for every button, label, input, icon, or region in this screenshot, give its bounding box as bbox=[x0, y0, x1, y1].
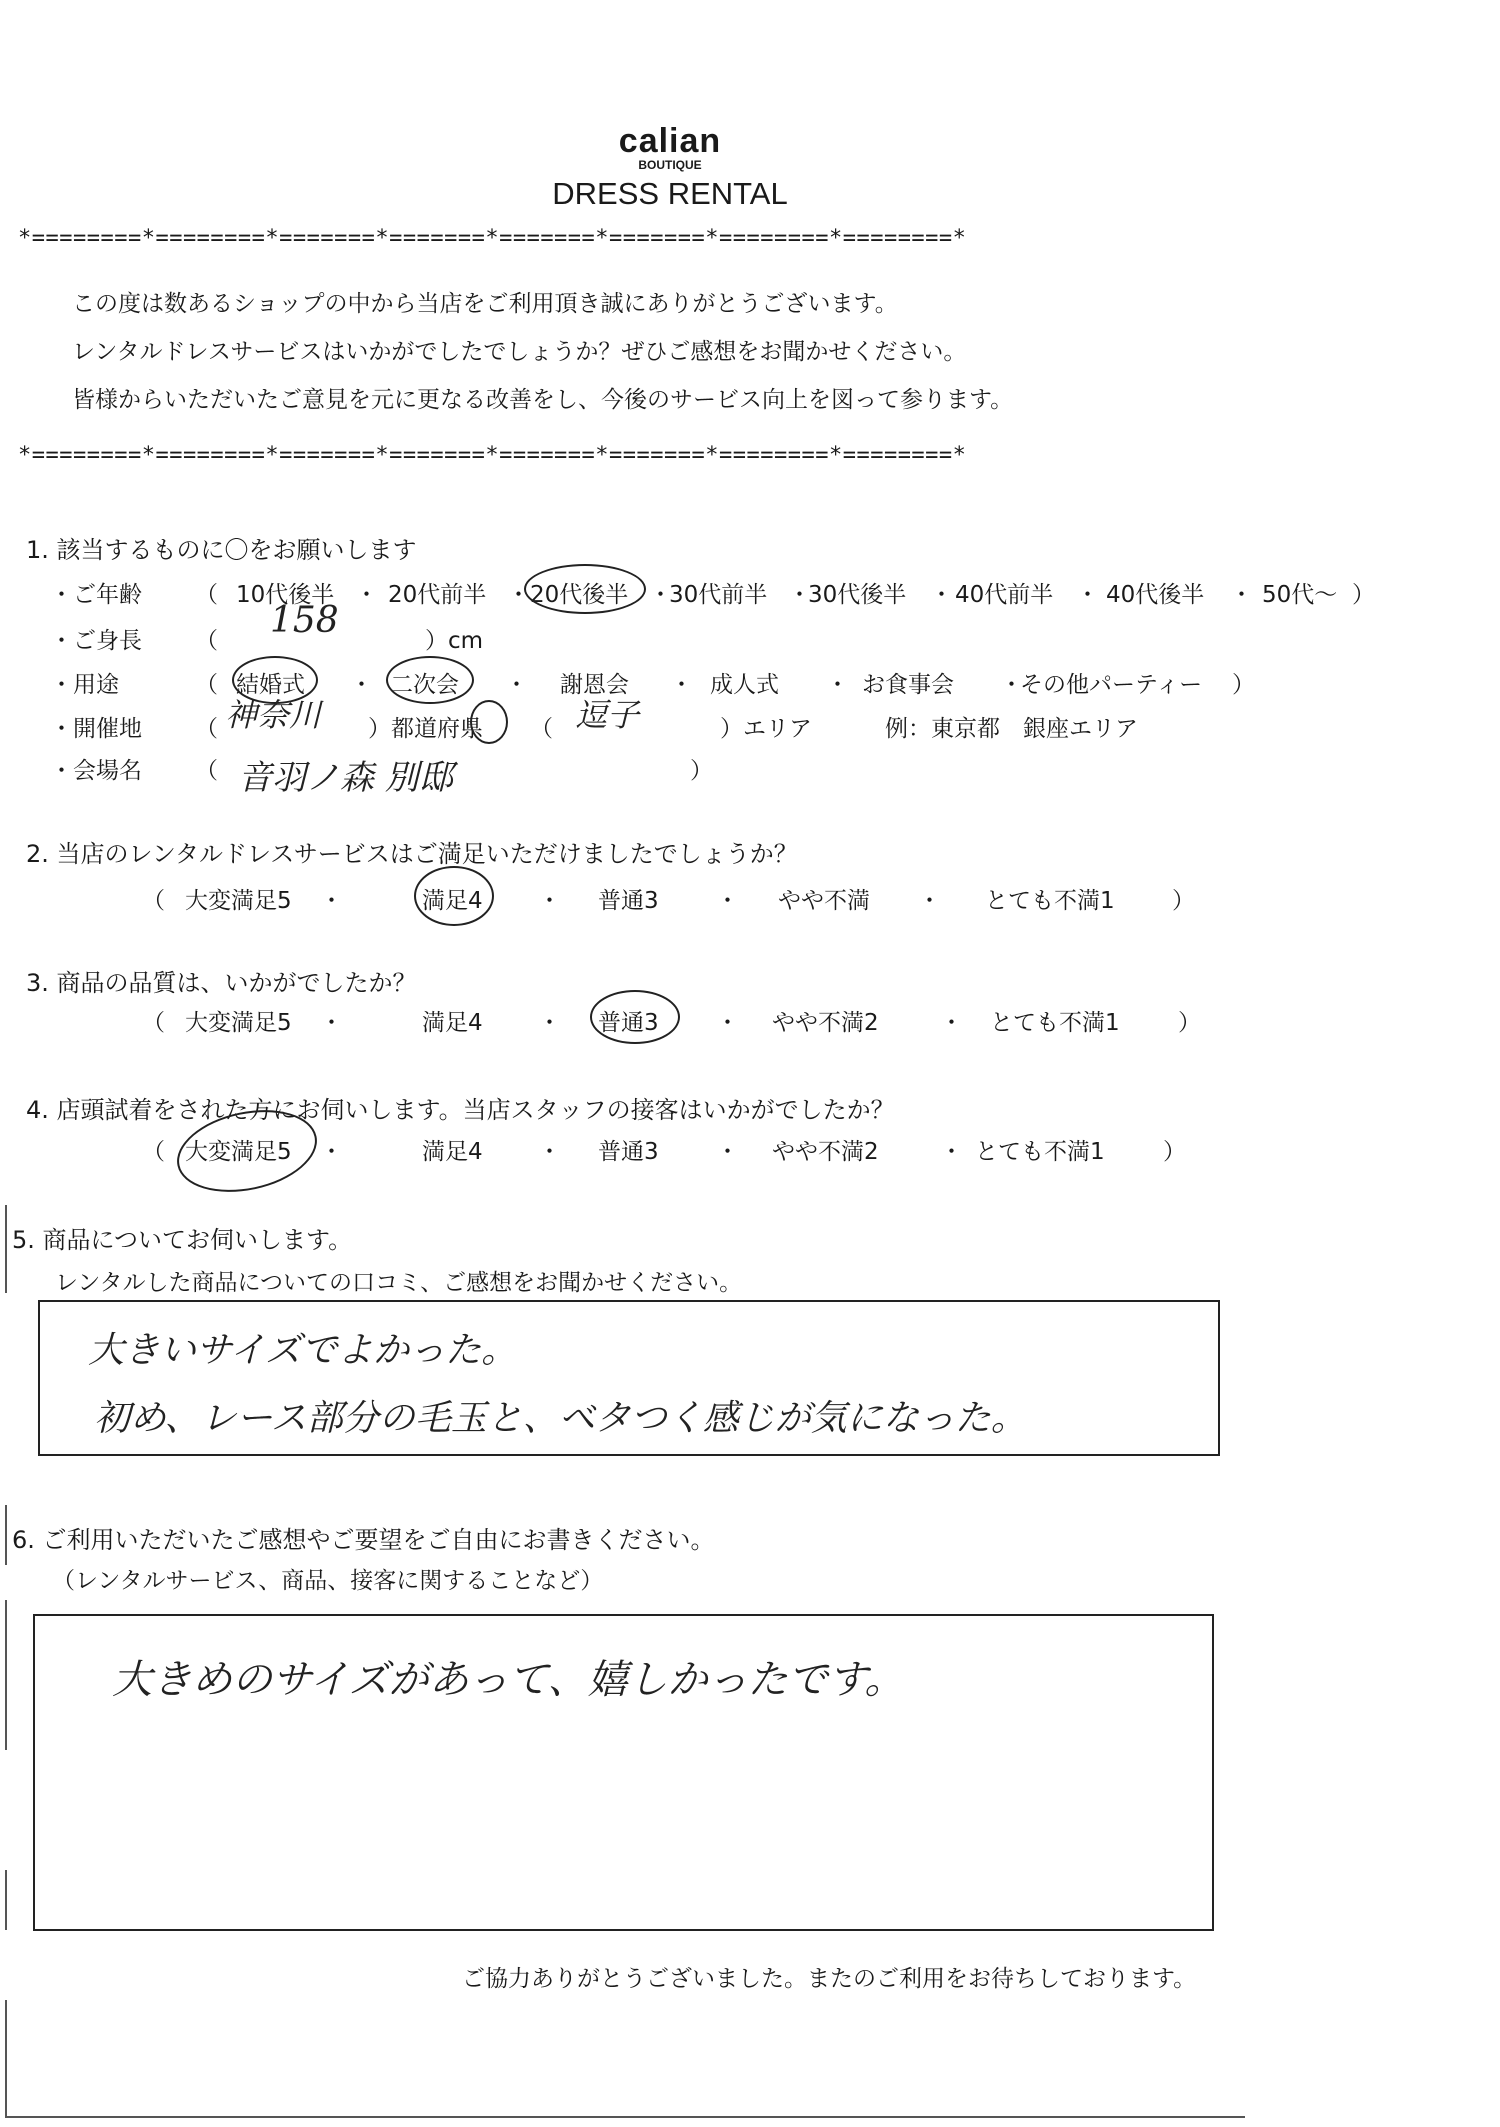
margin-line bbox=[5, 1505, 7, 1565]
age-sep: ・ bbox=[355, 582, 378, 608]
selected-circle bbox=[386, 656, 474, 704]
q4-option-selected: 大変満足5 bbox=[185, 1139, 292, 1165]
q2-open: （ bbox=[142, 888, 165, 914]
age-label: ・ご年齢 bbox=[50, 582, 142, 608]
footer-message: ご協力ありがとうございました。またのご利用をお待ちしております。 bbox=[462, 1966, 1197, 1992]
q4-option: とても不満1 bbox=[975, 1139, 1105, 1165]
prefecture-suffix: ）都道府県 bbox=[368, 716, 483, 742]
location-example: 例：東京都 銀座エリア bbox=[885, 716, 1138, 742]
height-unit: ）cm bbox=[425, 628, 484, 654]
age-option: 20代前半 bbox=[388, 582, 487, 608]
q4-sep: ・ bbox=[940, 1139, 963, 1165]
q4-open: （ bbox=[142, 1139, 165, 1165]
question-4-title: 4. 店頭試着をされた方にお伺いします。当店スタッフの接客はいかがでしたか？ bbox=[26, 1096, 895, 1124]
question-5-subtitle: レンタルした商品についての口コミ、ご感想をお聞かせください。 bbox=[55, 1270, 743, 1296]
purpose-option: 謝恩会 bbox=[560, 672, 629, 698]
venue-value: 音羽ノ森 別邸 bbox=[238, 758, 453, 798]
margin-line bbox=[5, 1600, 7, 1750]
age-option-selected: 20代後半 bbox=[530, 582, 629, 608]
age-option: 40代前半 bbox=[955, 582, 1054, 608]
separator-bottom: *========*========*=======*=======*=======*=======*========*========* bbox=[18, 443, 967, 468]
q3-option: とても不満1 bbox=[990, 1010, 1120, 1036]
purpose-option: その他パーティー bbox=[1020, 672, 1203, 698]
separator-top: *========*========*=======*=======*=======*=======*========*========* bbox=[18, 226, 967, 251]
q4-close: ） bbox=[1163, 1139, 1186, 1165]
q3-close: ） bbox=[1178, 1010, 1201, 1036]
q5-answer-line-1: 大きいサイズでよかった。 bbox=[88, 1330, 518, 1371]
q3-sep: ・ bbox=[320, 1010, 343, 1036]
height-open: （ bbox=[195, 628, 218, 654]
q3-sep: ・ bbox=[940, 1010, 963, 1036]
question-5-title: 5. 商品についてお伺いします。 bbox=[12, 1226, 353, 1254]
q3-option: やや不満2 bbox=[772, 1010, 879, 1036]
height-value: 158 bbox=[270, 600, 339, 641]
age-sep: ・ bbox=[788, 582, 811, 608]
age-sep: ・ bbox=[649, 582, 672, 608]
q2-option: やや不満 bbox=[778, 888, 870, 914]
q3-option-selected: 普通3 bbox=[598, 1010, 659, 1036]
intro-line-1: この度は数あるショップの中から当店をご利用頂き誠にありがとうございます。 bbox=[72, 291, 898, 317]
purpose-option-selected: 結婚式 bbox=[236, 672, 305, 698]
age-sep: ・ bbox=[507, 582, 530, 608]
q2-sep: ・ bbox=[716, 888, 739, 914]
margin-line bbox=[5, 2000, 7, 2118]
area-value: 逗子 bbox=[575, 696, 640, 734]
question-3-title: 3. 商品の品質は、いかがでしたか？ bbox=[26, 969, 417, 997]
q2-option: とても不満1 bbox=[985, 888, 1115, 914]
venue-label: ・会場名 bbox=[50, 758, 142, 784]
purpose-sep: ・ bbox=[350, 672, 373, 698]
age-option: 40代後半 bbox=[1106, 582, 1205, 608]
age-sep: ・ bbox=[1230, 582, 1253, 608]
purpose-sep: ・ bbox=[1000, 672, 1023, 698]
intro-line-2: レンタルドレスサービスはいかがでしたでしょうか？ぜひご感想をお聞かせください。 bbox=[72, 339, 967, 365]
bottom-edge-line bbox=[5, 2116, 1245, 2118]
question-2-title: 2. 当店のレンタルドレスサービスはご満足いただけましたでしょうか？ bbox=[26, 840, 798, 868]
age-option: 50代～ bbox=[1262, 582, 1338, 608]
q6-answer: 大きめのサイズがあって、嬉しかったです。 bbox=[112, 1657, 905, 1703]
q4-sep: ・ bbox=[320, 1139, 343, 1165]
age-option: 30代後半 bbox=[808, 582, 907, 608]
location-label: ・開催地 bbox=[50, 716, 142, 742]
purpose-label: ・用途 bbox=[50, 672, 119, 698]
q4-option: 普通3 bbox=[598, 1139, 659, 1165]
age-sep: ・ bbox=[1076, 582, 1099, 608]
selected-circle bbox=[590, 990, 680, 1044]
purpose-option-selected: 二次会 bbox=[390, 672, 459, 698]
q2-sep: ・ bbox=[320, 888, 343, 914]
q4-sep: ・ bbox=[716, 1139, 739, 1165]
age-open: （ bbox=[195, 582, 218, 608]
location-open: （ bbox=[195, 716, 218, 742]
margin-line bbox=[5, 1205, 7, 1293]
purpose-sep: ・ bbox=[670, 672, 693, 698]
age-close: ） bbox=[1352, 582, 1375, 608]
q3-sep: ・ bbox=[716, 1010, 739, 1036]
selected-circle bbox=[470, 700, 508, 744]
q2-option-selected: 満足4 bbox=[422, 888, 483, 914]
intro-line-3: 皆様からいただいたご意見を元に更なる改善をし、今後のサービス向上を図って参ります。 bbox=[72, 387, 1014, 413]
q5-answer-line-2: 初め、レース部分の毛玉と、ベタつく感じが気になった。 bbox=[94, 1398, 1027, 1439]
q3-option: 満足4 bbox=[422, 1010, 483, 1036]
purpose-option: 成人式 bbox=[710, 672, 779, 698]
question-6-title: 6. ご利用いただいたご感想やご要望をご自由にお書きください。 bbox=[12, 1526, 715, 1554]
q3-sep: ・ bbox=[538, 1010, 561, 1036]
area-open: （ bbox=[530, 716, 553, 742]
purpose-close: ） bbox=[1232, 672, 1255, 698]
prefecture-value: 神奈川 bbox=[225, 696, 322, 734]
purpose-open: （ bbox=[195, 672, 218, 698]
area-suffix: ）エリア bbox=[720, 716, 812, 742]
height-label: ・ご身長 bbox=[50, 628, 142, 654]
q4-option: やや不満2 bbox=[772, 1139, 879, 1165]
q2-sep: ・ bbox=[538, 888, 561, 914]
question-1-title: 1. 該当するものに〇をお願いします bbox=[26, 536, 417, 564]
q2-option: 大変満足5 bbox=[185, 888, 292, 914]
q3-open: （ bbox=[142, 1010, 165, 1036]
document-title: DRESS RENTAL bbox=[552, 176, 788, 211]
purpose-sep: ・ bbox=[826, 672, 849, 698]
q3-option: 大変満足5 bbox=[185, 1010, 292, 1036]
q4-sep: ・ bbox=[538, 1139, 561, 1165]
venue-open: （ bbox=[195, 758, 218, 784]
selected-circle bbox=[414, 866, 494, 926]
question-6-subtitle: （レンタルサービス、商品、接客に関することなど） bbox=[52, 1568, 604, 1594]
age-option: 10代後半 bbox=[236, 582, 335, 608]
brand-subtitle: BOUTIQUE bbox=[638, 158, 702, 172]
q2-option: 普通3 bbox=[598, 888, 659, 914]
purpose-sep: ・ bbox=[505, 672, 528, 698]
venue-close: ） bbox=[690, 758, 713, 784]
selected-circle bbox=[524, 564, 646, 614]
q2-close: ） bbox=[1172, 888, 1195, 914]
margin-line bbox=[5, 1870, 7, 1930]
q4-option: 満足4 bbox=[422, 1139, 483, 1165]
q2-sep: ・ bbox=[918, 888, 941, 914]
brand-name: calian bbox=[618, 122, 722, 160]
age-option: 30代前半 bbox=[669, 582, 768, 608]
age-sep: ・ bbox=[930, 582, 953, 608]
purpose-option: お食事会 bbox=[862, 672, 954, 698]
